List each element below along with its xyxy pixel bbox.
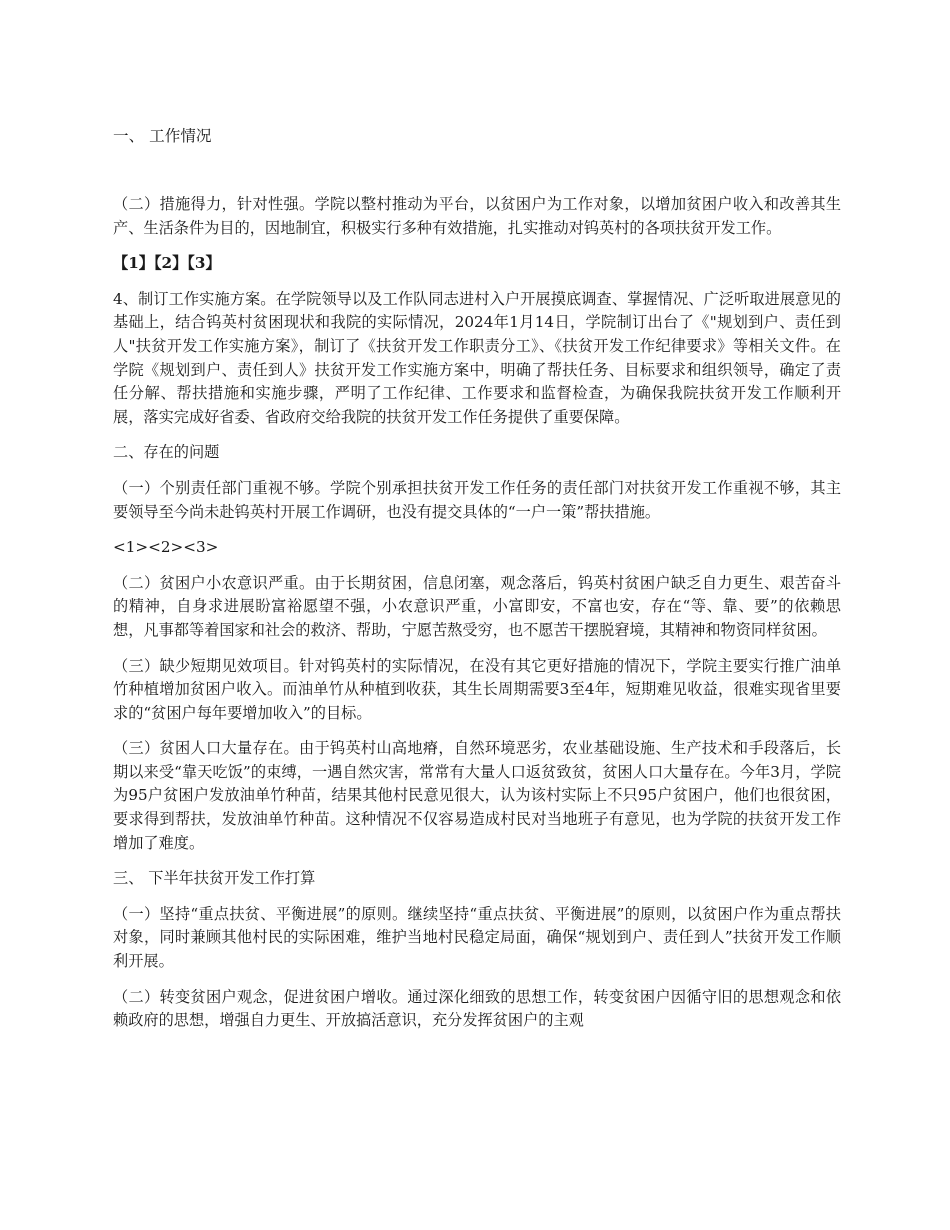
paragraph: （三）缺少短期见效项目。针对钨英村的实际情况，在没有其它更好措施的情况下，学院主要实行推广油单竹种植增加贫困户收入。而油单竹从种植到收获，其生长周期需要3至4年，短期难见收益，很难实现省里要求的“贫困户每年要增加收入”的目标。 — [113, 656, 841, 722]
reference-markers-angle: <1><2><3> — [113, 538, 219, 557]
section-heading-problems: 二、存在的问题 — [113, 443, 220, 462]
paragraph: （一）个别责任部门重视不够。学院个别承担扶贫开发工作任务的责任部门对扶贫开发工作重视不够，其主要领导至今尚未赴钨英村开展工作调研，也没有提交具体的“一户一策”帮扶措施。 — [113, 478, 841, 521]
section-heading-work-status: 一、 工作情况 — [113, 127, 212, 145]
paragraph: 4、制订工作实施方案。在学院领导以及工作队同志进村入户开展摸底调查、掌握情况、广泛听取进展意见的基础上，结合钨英村贫困现状和我院的实际情况，2024年1月14日，学院制订出台了《"规划到户、责任到人"扶贫开发工作实施方案》，制订了《扶贫开发工作职责分工》、《扶贫开发工作纪律要求》等相关文件。在学院《规划到户、责任到人》扶贫开发工作实施方案中，明确了帮扶任务、目标要求和组织领导，确定了责任分解、帮扶措施和实施步骤，严明了工作纪律、工作要求和监督检查，为确保我院扶贫开发工作顺利开展，落实完成好省委、省政府交给我院的扶贫开发工作任务提供了重要保障。 — [113, 289, 841, 426]
paragraph: （二）转变贫困户观念，促进贫困户增收。通过深化细致的思想工作，转变贫困户因循守旧的思想观念和依赖政府的思想，增强自力更生、开放搞活意识，充分发挥贫困户的主观 — [113, 987, 841, 1030]
paragraph: （二）贫困户小农意识严重。由于长期贫困，信息闭塞，观念落后，钨英村贫困户缺乏自力更生、艰苦奋斗的精神，自身求进展盼富裕愿望不强，小农意识严重，小富即安，不富也安，存在“等、靠、要”的依赖思想，凡事都等着国家和社会的救济、帮助，宁愿苦熬受穷，也不愿苦干摆脱窘境，其精神和物资同样贫困。 — [113, 573, 841, 639]
spacer — [113, 149, 841, 193]
section-heading-plans: 三、 下半年扶贫开发工作打算 — [113, 869, 316, 888]
document-body — [113, 123, 841, 1045]
paragraph: （二）措施得力，针对性强。学院以整村推动为平台，以贫困户为工作对象，以增加贫困户收入和改善其生产、生活条件为目的，因地制宜，积极实行多种有效措施，扎实推动对钨英村的各项扶贫开发工作。 — [113, 195, 841, 237]
paragraph: （一）坚持“重点扶贫、平衡进展”的原则。继续坚持“重点扶贫、平衡进展”的原则，以贫困户作为重点帮扶对象，同时兼顾其他村民的实际困难，维护当地村民稳定局面，确保“规划到户、责任到人”扶贫开发工作顺利开展。 — [113, 904, 841, 971]
reference-markers: 【1】【2】【3】 — [113, 254, 221, 273]
paragraph: （三）贫困人口大量存在。由于钨英村山高地瘠，自然环境恶劣，农业基础设施、生产技术和手段落后，长期以来受“靠天吃饭”的束缚，一遇自然灾害，常常有大量人口返贫致贫，贫困人口大量存在。今年3月，学院为95户贫困户发放油单竹种苗，结果其他村民意见很大，认为该村实际上不只95户贫困户，他们也很贫困，要求得到帮扶，发放油单竹种苗。这种情况不仅容易造成村民对当地班子有意见，也为学院的扶贫开发工作增加了难度。 — [113, 739, 841, 852]
